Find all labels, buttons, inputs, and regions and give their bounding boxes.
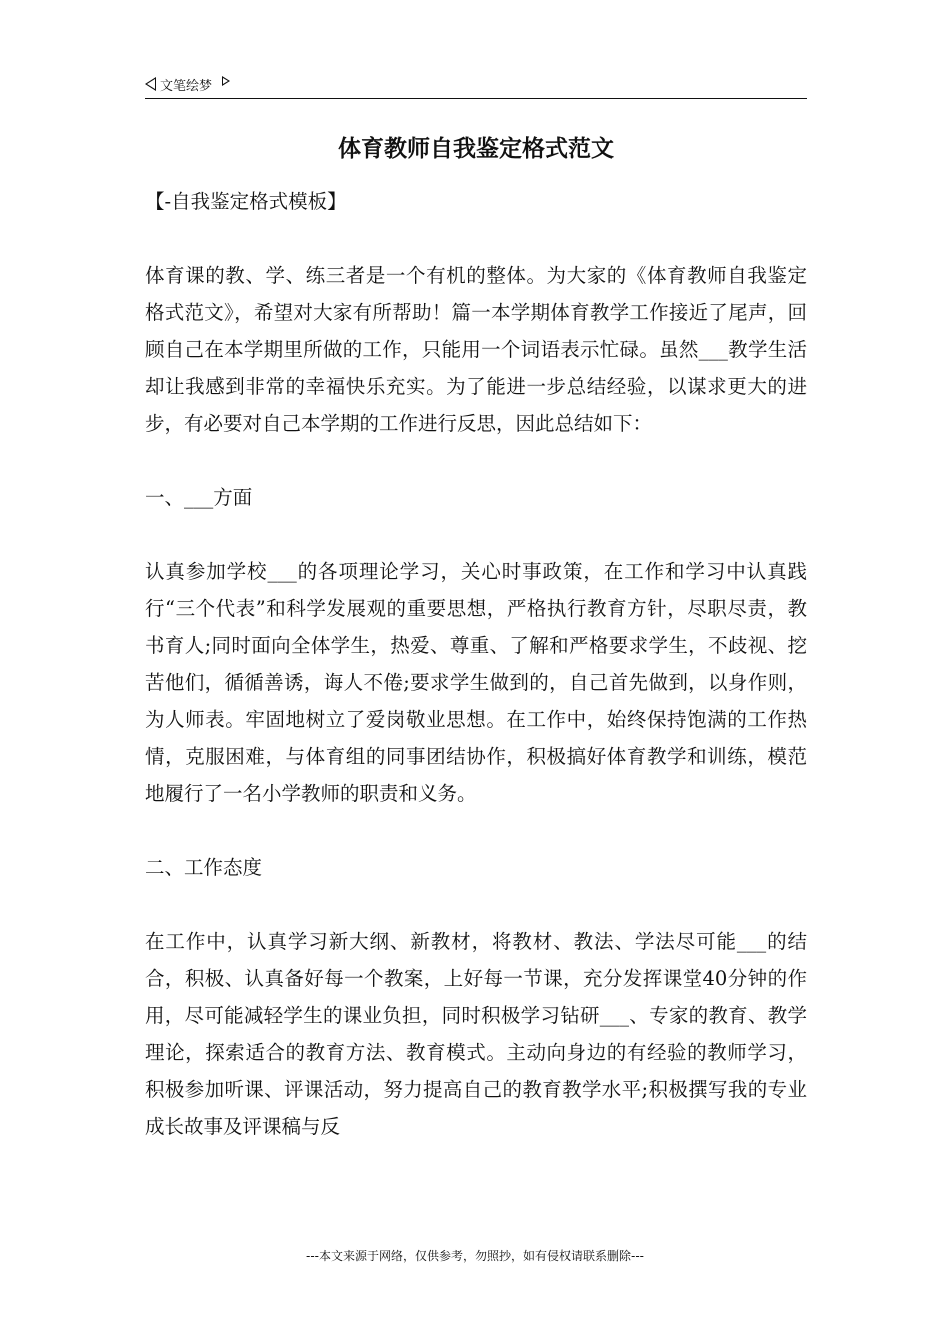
triangle-left-icon	[145, 77, 156, 91]
section-1-heading: 一、___方面	[145, 486, 253, 509]
header-brand: 文笔绘梦	[160, 78, 213, 94]
header-divider	[145, 98, 807, 99]
triangle-right-icon	[222, 76, 230, 86]
section-1-paragraph: 认真参加学校___的各项理论学习，关心时事政策，在工作和学习中认真践行“三个代表”和科学发展观的重要思想，严格执行教育方针，尽职尽责，教书育人;同时面向全体学生，热爱、尊重、了解和严格要求学生，不歧视、挖苦他们，循循善诱，诲人不倦;要求学生做到的，自己首先做到，以身作则，为人师表。牢固地树立了爱岗敬业思想。在工作中，始终保持饱满的工作热情，克服困难，与体育组的同事团结协作，积极搞好体育教学和训练，模范地履行了一名小学教师的职责和义务。	[145, 560, 807, 805]
footer-notice: ---本文来源于网络，仅供参考，勿照抄，如有侵权请联系删除---	[306, 1249, 644, 1263]
paragraph-gap	[145, 812, 807, 849]
document-subtitle: 【-自我鉴定格式模板】	[145, 190, 347, 213]
intro-paragraph: 体育课的教、学、练三者是一个有机的整体。为大家的《体育教师自我鉴定格式范文》，希望对大家有所帮助！篇一本学期体育教学工作接近了尾声，回顾自己在本学期里所做的工作，只能用一个词语表示忙碌。虽然___教学生活却让我感到非常的幸福快乐充实。为了能进一步总结经验，以谋求更大的进步，有必要对自己本学期的工作进行反思，因此总结如下：	[145, 264, 807, 435]
section-2-heading: 二、工作态度	[145, 856, 263, 879]
paragraph-gap	[145, 442, 807, 479]
document-title: 体育教师自我鉴定格式范文	[338, 135, 614, 162]
document-body	[145, 183, 807, 1145]
section-2-paragraph: 在工作中，认真学习新大纲、新教材，将教材、教法、学法尽可能___的结合，积极、认真备好每一个教案，上好每一节课，充分发挥课堂40分钟的作用，尽可能减轻学生的课业负担，同时积极学习钻研___、专家的教育、教学理论，探索适合的教育方法、教育模式。主动向身边的有经验的教师学习，积极参加听课、评课活动，努力提高自己的教育教学水平;积极撰写我的专业成长故事及评课稿与反	[145, 930, 807, 1138]
page-header	[145, 72, 230, 96]
paragraph-gap	[145, 516, 807, 553]
paragraph-gap	[145, 220, 807, 257]
paragraph-gap	[145, 886, 807, 923]
